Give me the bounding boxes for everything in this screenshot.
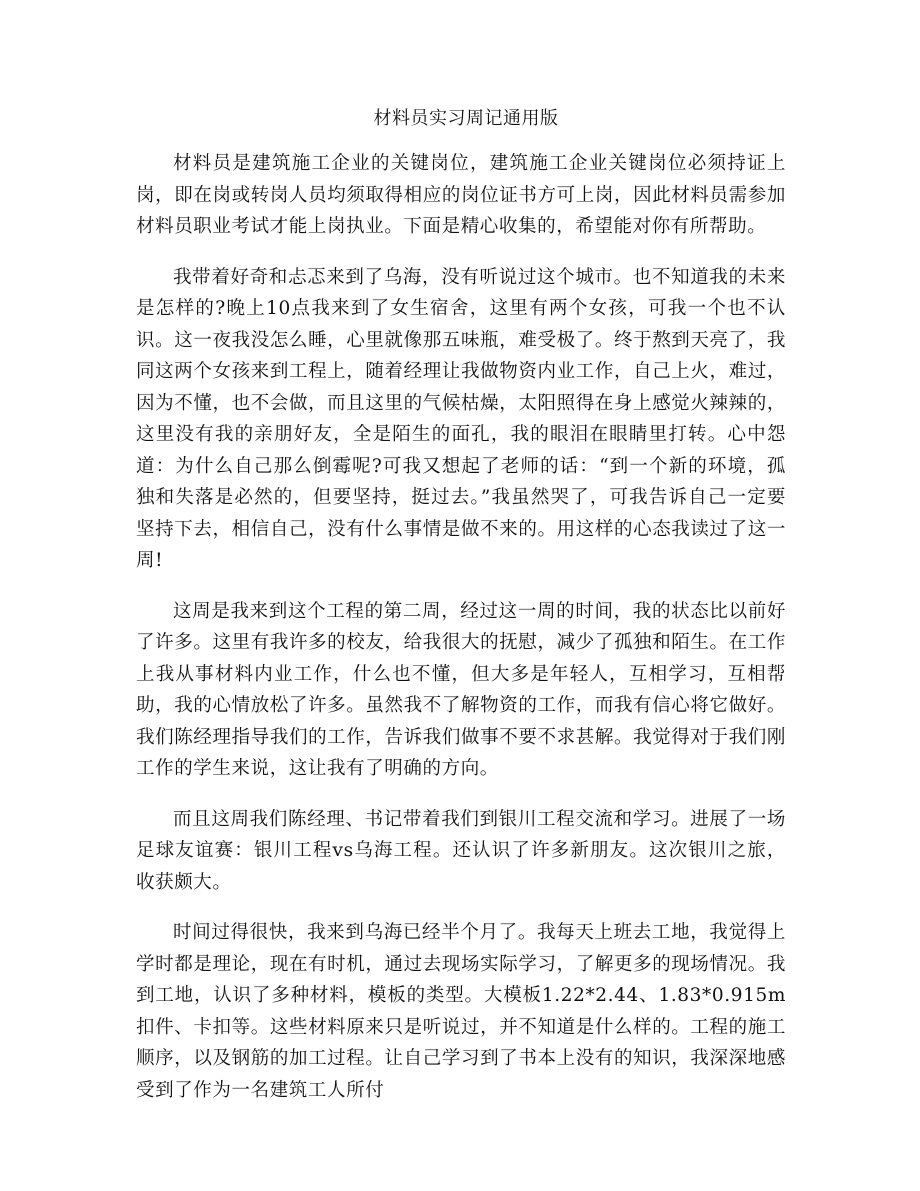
paragraph-yinchuan-trip: 而且这周我们陈经理、书记带着我们到银川工程交流和学习。进展了一场足球友谊赛：银川工程vs乌海工程。还认识了许多新朋友。这次银川之旅，收获颇大。 <box>136 808 786 893</box>
paragraph-week-one: 我带着好奇和忐忑来到了乌海，没有听说过这个城市。也不知道我的未来是怎样的?晚上10点我来到了女生宿舍，这里有两个女孩，可我一个也不认识。这一夜我没怎么睡，心里就像那五味瓶，难受极了。终于熬到天亮了，我同这两个女孩来到工程上，随着经理让我做物资内业工作，自己上火，难过，因为不懂，也不会做，而且这里的气候枯燥，太阳照得在身上感觉火辣辣的，这里没有我的亲朋好友，全是陌生的面孔，我的眼泪在眼睛里打转。心中怨道：为什么自己那么倒霉呢?可我又想起了老师的话：“到一个新的环境，孤独和失落是必然的，但要坚持，挺过去。”我虽然哭了，可我告诉自己一定要坚持下去，相信自己，没有什么事情是做不来的。用这样的心态我读过了这一周! <box>136 266 786 571</box>
paragraph-half-month: 时间过得很快，我来到乌海已经半个月了。我每天上班去工地，我觉得上学时都是理论，现在有时机，通过去现场实际学习，了解更多的现场情况。我到工地，认识了多种材料，模板的类型。大模板1.22*2.44、1.83*0.915m扣件、卡扣等。这些材料原来只是听说过，并不知道是什么样的。工程的施工顺序，以及钢筋的加工过程。让自己学习到了书本上没有的知识，我深深地感受到了作为一名建筑工人所付 <box>136 922 786 1101</box>
paragraph-week-two: 这周是我来到这个工程的第二周，经过这一周的时间，我的状态比以前好了许多。这里有我许多的校友，给我很大的抚慰，减少了孤独和陌生。在工作上我从事材料内业工作，什么也不懂，但大多是年轻人，互相学习，互相帮助，我的心情放松了许多。虽然我不了解物资的工作，而我有信心将它做好。我们陈经理指导我们的工作，告诉我们做事不要不求甚解。我觉得对于我们刚工作的学生来说，这让我有了明确的方向。 <box>136 600 786 779</box>
document-page <box>136 106 786 1125</box>
document-title: 材料员实习周记通用版 <box>373 108 559 129</box>
paragraph-intro: 材料员是建筑施工企业的关键岗位，建筑施工企业关键岗位必须持证上岗，即在岗或转岗人员均须取得相应的岗位证书方可上岗，因此材料员需参加材料员职业考试才能上岗执业。下面是精心收集的，希望能对你有所帮助。 <box>136 153 786 237</box>
